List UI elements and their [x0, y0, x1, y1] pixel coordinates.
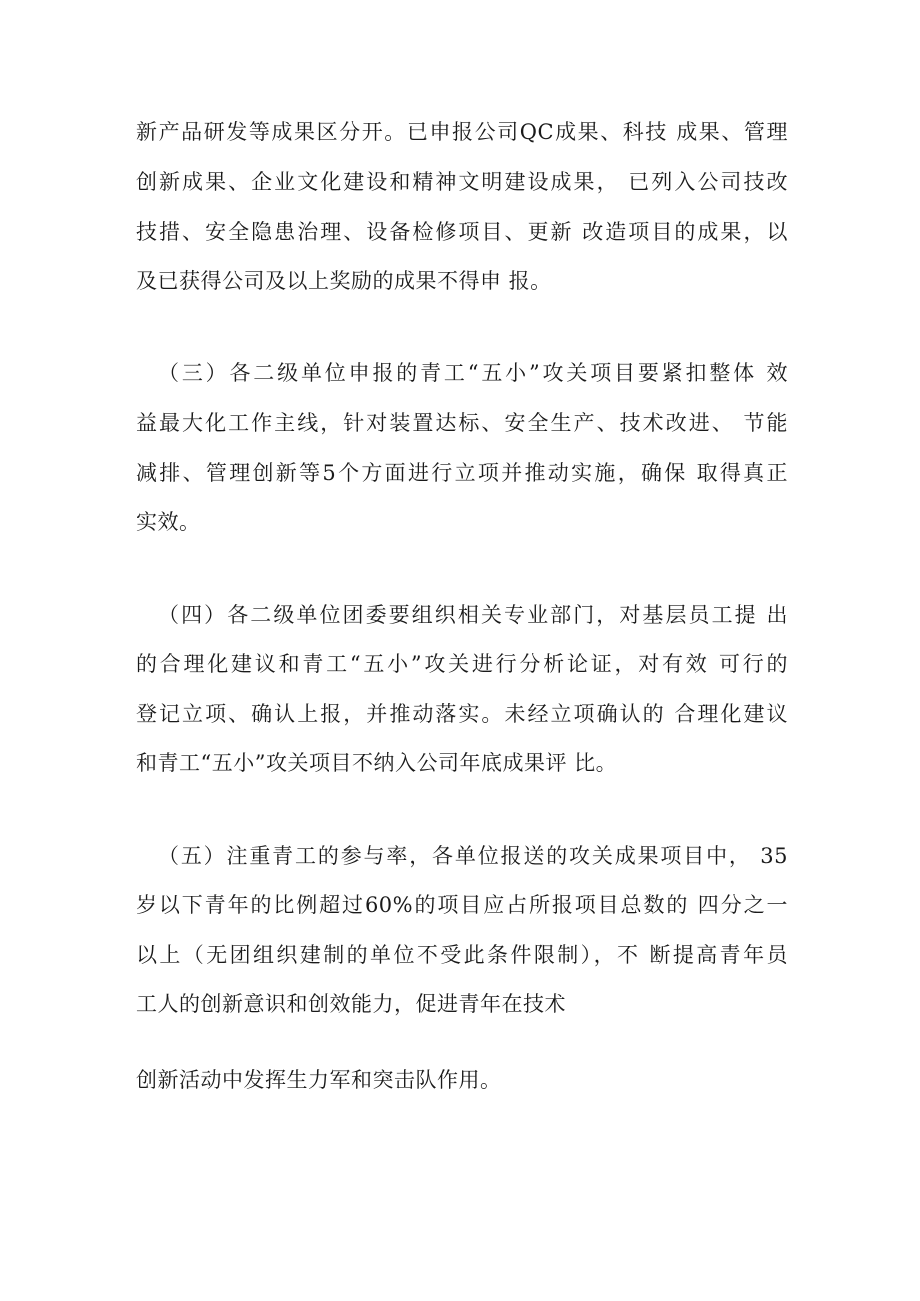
paragraph-line: 登记立项、确认上报，并推动落实。未经立项确认的 合理化建议 [136, 702, 788, 726]
paragraph-line: 及已获得公司及以上奖励的成果不得申 报。 [136, 269, 552, 293]
paragraph-line: 创新成果、企业文化建设和精神文明建设成果， 已列入公司技改 [136, 170, 788, 194]
paragraph-line: 工人的创新意识和创效能力，促进青年在技术 [136, 992, 566, 1016]
paragraph-line: 岁以下青年的比例超过60%的项目应占所报项目总数的 四分之一 [136, 893, 788, 917]
paragraph-line: 以上（无团组织建制的单位不受此条件限制），不 断提高青年员 [136, 943, 788, 967]
paragraph-line: 技措、安全隐患治理、设备检修项目、更新 改造项目的成果，以 [136, 220, 788, 244]
paragraph-line: 创新活动中发挥生力军和突击队作用。 [136, 1068, 502, 1092]
paragraph-line: （三）各二级单位申报的青工“五小”攻关项目要紧扣整体 效 [158, 361, 788, 385]
paragraph-line: （五）注重青工的参与率，各单位报送的攻关成果项目中， 35 [158, 844, 788, 868]
paragraph-line: （四）各二级单位团委要组织相关专业部门，对基层员工提 出 [158, 603, 788, 627]
paragraph-line: 益最大化工作主线，针对装置达标、安全生产、技术改进、 节能 [136, 411, 788, 435]
paragraph-line: 减排、管理创新等5个方面进行立项并推动实施，确保 取得真正 [136, 461, 788, 485]
paragraph-line: 新产品研发等成果区分开。已申报公司QC成果、科技 成果、管理 [136, 120, 788, 144]
paragraph-line: 实效。 [136, 510, 201, 534]
paragraph-line: 和青工“五小”攻关项目不纳入公司年底成果评 比。 [136, 751, 618, 775]
paragraph-line: 的合理化建议和青工“五小”攻关进行分析论证，对有效 可行的 [136, 652, 788, 676]
